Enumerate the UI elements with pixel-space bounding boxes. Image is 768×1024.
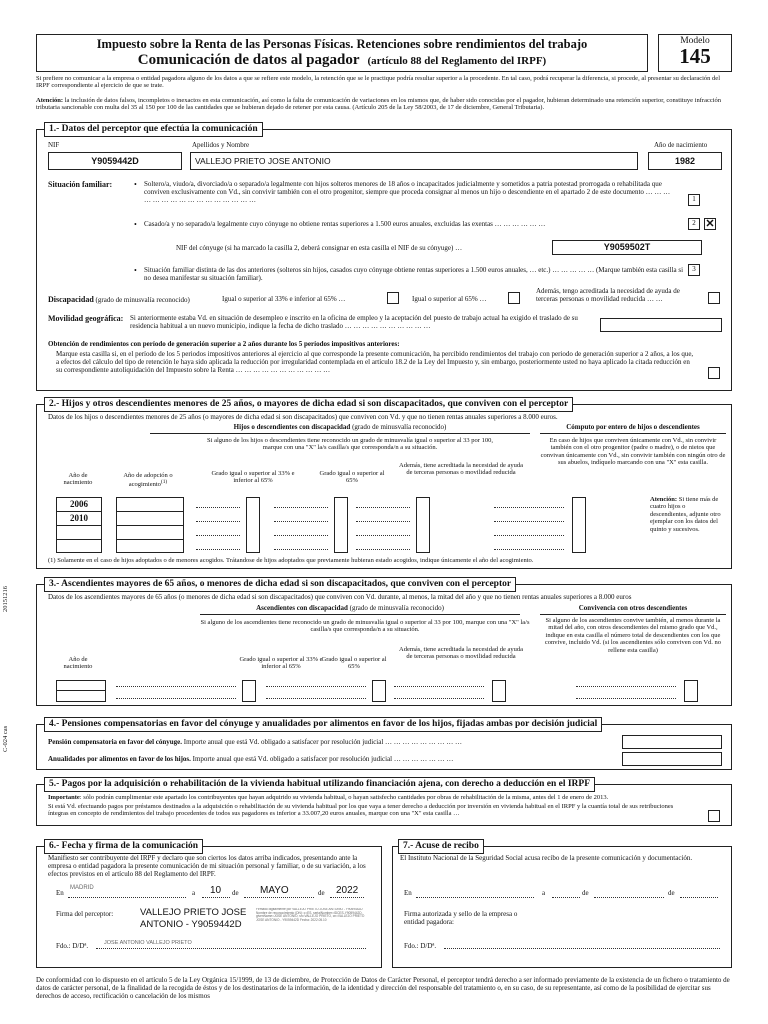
col-assistance: Además, tiene acreditada la necesidad de ayuda de terceras personas o movilidad reducida <box>399 462 523 477</box>
section-5-important <box>48 794 724 801</box>
name-label: Apellidos y Nombre <box>192 141 250 149</box>
receipt-day-line[interactable] <box>552 897 580 898</box>
child-computo-line-3 <box>494 535 564 536</box>
header-subtitle: Comunicación de datos al pagador <box>137 52 360 68</box>
family-option-2-checkbox[interactable] <box>704 218 716 230</box>
section-2-computo-subtext: En caso de hijos que conviven únicamente con Vd., sin convivir también con el otro progenitor (padre o madre), o de nietos que convivan únicamente con Vd., sin convivir también con ningún otro de sus abuelos, indíquelo marcando con una "X" esta casilla. <box>540 437 726 467</box>
family-option-2-number: 2 <box>692 219 696 227</box>
birth-year-field[interactable]: 1982 <box>648 152 722 170</box>
section-4-row-1-text: Importe anual que está Vd. obligado a satisfacer por resolución judicial … … … … … … … … … <box>182 738 463 746</box>
family-option-3-number: 3 <box>692 265 696 273</box>
col-adoption-year <box>112 472 184 489</box>
receipt-de-label-1: de <box>582 889 589 897</box>
disability-option-b-text: Igual o superior al 65% … <box>412 295 487 303</box>
child-grade-a-line-4 <box>196 549 240 550</box>
spouse-nif-field[interactable]: Y9059502T <box>552 240 702 255</box>
signature-name-line-2: ANTONIO - Y9059442D <box>140 919 242 930</box>
section-3-col-grade-65: Grado igual o superior al 65% <box>321 656 387 671</box>
child-grade-a-line-3 <box>196 535 240 536</box>
date-month-line <box>244 897 314 898</box>
disability-option-c-checkbox[interactable] <box>708 292 720 304</box>
col-grade-65: Grado igual o superior al 65% <box>319 470 385 485</box>
disability-option-a-text: Igual o superior al 33% e inferior al 65% … <box>222 295 346 303</box>
section-4-row-2-label: Anualidades por alimentos en favor de los hijos. <box>48 755 191 763</box>
date-year-value[interactable]: 2022 <box>336 885 359 896</box>
section-2-footnote: (1) Solamente en el caso de hijos adoptados o de menores acogidos. Trátandose de hijos adoptados que previamente hubieran estado acogidos, indique únicamente el año del acogimiento. <box>48 557 534 564</box>
children-adopt-line-2 <box>116 525 184 526</box>
section-2-computo-head: Cómputo por entero de hijos o descendientes <box>566 423 700 431</box>
date-year-line <box>330 897 364 898</box>
signer-fdo-label: Fdo.: D/Dª. <box>56 942 89 950</box>
family-option-3-checkbox[interactable] <box>688 264 700 276</box>
ascendant-grade-a-line-1 <box>116 686 236 687</box>
disability-label: Discapacidad <box>48 295 94 304</box>
mobility-date-field[interactable] <box>600 318 722 332</box>
ascendants-table <box>56 680 726 704</box>
ascendant-assist-line-1 <box>394 686 484 687</box>
col-adoption-footnote-ref: (1) <box>160 479 168 486</box>
bullet-3: • <box>134 266 137 275</box>
date-day-line <box>202 897 230 898</box>
family-situation-label: Situación familiar: <box>48 180 113 189</box>
section-3-disability-head-rule <box>200 614 520 615</box>
date-row <box>56 885 374 901</box>
section-3-col-grade-33-65: Grado igual o superior al 33% e inferior al 65% <box>239 656 323 671</box>
child-assist-line-2 <box>356 521 410 522</box>
section-1-title: 1.- Datos del perceptor que efectúa la comunicación <box>44 122 263 137</box>
mobility-text: Si anteriormente estaba Vd. en situación de desempleo e inscrito en la oficina de empleo y la aceptación del puesto de trabajo actual ha exigido el traslado de su residencia habitual a un nuevo municipio, indique la fecha de dicho traslado … … … … … … … … … … <box>130 314 578 331</box>
date-de-label-1: de <box>232 889 239 897</box>
disability-option-a-checkbox[interactable] <box>387 292 399 304</box>
modelo-number: 145 <box>679 44 711 68</box>
housing-deduction-checkbox[interactable] <box>708 810 720 822</box>
intro-attention-label: Atención: <box>36 97 64 104</box>
disability-option-c-text: Además, tengo acreditada la necesidad de ayuda de terceras personas o movilidad reducida … … <box>536 287 680 304</box>
section-3-convivencia-head: Convivencia con otros descendientes <box>578 604 688 612</box>
nif-label: NIF <box>48 141 60 149</box>
children-adopt-line-1 <box>116 511 184 512</box>
section-2-title: 2.- Hijos y otros descendientes menores de 25 años, o mayores de dicha edad si son discapacitados, que conviven con el perceptor <box>44 397 573 412</box>
child-computo-line-1 <box>494 507 564 508</box>
child-computo-box[interactable] <box>572 497 586 553</box>
receipt-date-row <box>404 885 724 901</box>
signature-label: Firma del perceptor: <box>56 910 114 918</box>
col-grade-33-65: Grado igual o superior al 33% e inferior al 65% <box>211 470 295 485</box>
section-2-computo-head-rule <box>540 433 726 434</box>
date-day-value[interactable]: 10 <box>210 885 222 896</box>
bullet-2: • <box>134 220 137 229</box>
receipt-de-label-2: de <box>668 889 675 897</box>
family-option-2-mark: ✕ <box>705 218 715 230</box>
family-option-2-text: Casado/a y no separado/a legalmente cuyo cónyuge no obtiene rentas superiores a 1.500 euros anuales, excluidas las exentas … … … … … … <box>144 220 546 228</box>
ascendant-conv-line-1 <box>576 686 676 687</box>
child-grade-b-line-1 <box>274 507 328 508</box>
ascendant-grade-b-box[interactable] <box>372 680 386 702</box>
receipt-signature-label: Firma autorizada y sello de la empresa o entidad pagadora: <box>404 910 518 927</box>
section-5-title: 5.- Pagos por la adquisición o rehabilitación de la vivienda habitual utilizando financiación ajena, con derecho a deducción en el IRPF <box>44 777 595 792</box>
mobility-label: Movilidad geográfica: <box>48 314 124 323</box>
child-grade-b-box[interactable] <box>334 497 348 553</box>
section-5-text: Si está Vd. efectuando pagos por préstamos destinados a la adquisición o rehabilitación de su vivienda habitual por los que vaya a tener derecho a deducción por inversión en vivienda habitual en el IRPF y la cuantía total de sus retribuciones íntegras en concepto de rendimientos del trabajo procedentes de todos sus pagadores es inferior a 33.007,20 euros anuales, marque con una "X" esta casilla … <box>48 803 674 818</box>
disability-option-b-checkbox[interactable] <box>508 292 520 304</box>
family-option-1-checkbox[interactable] <box>688 194 700 206</box>
children-row-line-1 <box>56 511 102 512</box>
child-computo-line-4 <box>494 549 564 550</box>
child-birth-year-2[interactable]: 2010 <box>70 513 88 523</box>
ascendant-conv-line-2 <box>576 698 676 699</box>
receipt-fdo-label: Fdo.: D/Dª. <box>404 942 437 950</box>
date-a-label: a <box>192 889 196 897</box>
family-option-1-text: Soltero/a, viudo/a, divorciado/a o separado/a legalmente con hijos solteros menores de 18 años o incapacitados judicialmente y sometidos a patria potestad prorrogada o rehabilitada que conviven exclusivamente con Vd., sin convivir también con el otro progenitor, siempre que proceda consignar al menos un hijo o descendiente en el apartado 2 de este documento … … … … … … … … … … … … … … … … <box>144 180 671 205</box>
disability-row <box>48 295 190 304</box>
child-grade-b-line-3 <box>274 535 328 536</box>
signature-name-line-1: VALLEJO PRIETO JOSE <box>140 907 247 918</box>
section-7-title: 7.- Acuse de recibo <box>398 839 484 854</box>
digital-signature[interactable] <box>140 908 370 938</box>
section-3-convivencia-head-rule <box>540 614 726 615</box>
ascendant-grade-a-box[interactable] <box>242 680 256 702</box>
header-title-line1: Impuesto sobre la Renta de las Personas Físicas. Retenciones sobre rendimientos del trabajo <box>96 37 588 51</box>
signature-details: Firmado digitalmente por VALLEJO PRIETO JOSE ANTONIO - Y9059442D Nombre de reconocimiento (DN): c=ES, serialNumber=IDCES-Y9059442D, givenName=JOSE ANTONIO, sn=VALLEJO PRIETO, cn=VALLEJO PRIETO JOSE ANTONIO - Y9059442D Fecha: 2022.05.10 <box>256 908 365 923</box>
section-3-col-birth: Año de nacimiento <box>63 656 93 671</box>
section-3-title: 3.- Ascendientes mayores de 65 años, o menores de dicha edad si son discapacitados, que conviven con el perceptor <box>44 577 516 592</box>
section-4-row-1 <box>48 738 618 746</box>
section-2-attention-text: Si tiene más de cuatro hijos o descendientes, adjunte otro ejemplar con los datos del quinto y sucesivos. <box>650 496 721 533</box>
ascendant-grade-b-line-2 <box>266 698 366 699</box>
side-code: 20151216 <box>2 586 9 612</box>
col-birth-year: Año de nacimiento <box>63 472 93 487</box>
irregular-income-text: Marque esta casilla si, en el período de los 5 periodos impositivos anteriores al ejercicio al que corresponde la presente comunicación, ha percibido rendimientos del trabajo con periodo de generación superior a 2 años, a los que, a efectos del cálculo del tipo de retención le haya sido aplicada la reducción por irregularidad contemplada en el artículo 18.2 de la Ley del Impuesto y, sin embargo, posteriormente usted no haya aplicado la citada reducción en su correspondiente autoliquidación del Impuesto sobre la Renta … … … … … … … … … … … <box>56 350 694 375</box>
spousal-pension-field[interactable] <box>622 735 722 749</box>
section-3-intro: Datos de los ascendientes mayores de 65 años (o menores de dicha edad si son discapacitados) que conviven con Vd. durante, al menos, la mitad del año y que no tienen rentas anuales superiores a 8.000 euros <box>48 593 632 601</box>
children-row-line-3 <box>56 539 102 540</box>
section-4-row-2-text: Importe anual que está Vd. obligado a satisfacer por resolución judicial … … … … … … … <box>190 755 454 763</box>
section-2-intro: Datos de los hijos o descendientes menores de 25 años (o mayores de dicha edad si son discapacitados) que conviven con Vd. y que no tienen rentas anuales superiores a 8.000 euros. <box>48 413 558 421</box>
section-2-disability-head-label: Hijos o descendientes con discapacidad <box>233 423 351 431</box>
children-row-line-2 <box>56 525 102 526</box>
section-2-disability-head-rule <box>150 433 530 434</box>
col-adoption-year-label: Año de adopción o acogimiento <box>123 472 173 489</box>
child-assist-line-1 <box>356 507 410 508</box>
date-place-line <box>68 897 186 898</box>
section-4-row-2 <box>48 755 618 763</box>
date-en-label: En <box>56 889 64 897</box>
intro-paragraph: Si prefiere no comunicar a la empresa o entidad pagadora alguno de los datos a que se refiere este modelo, la retención que se le practique podría resultar superior a la procedente. En tal caso, podrá recuperar la diferencia, si procede, al presentar su declaración del IRPF correspondiente al ejercicio de que se trate. <box>36 75 720 90</box>
spouse-nif-label: NIF del cónyuge (si ha marcado la casilla 2, deberá consignar en esta casilla el NIF de su cónyuge) … <box>176 244 463 252</box>
child-grade-a-line-2 <box>196 521 240 522</box>
child-computo-line-2 <box>494 521 564 522</box>
child-grade-b-line-2 <box>274 521 328 522</box>
family-option-1-number: 1 <box>692 195 696 203</box>
nif-field[interactable]: Y9059442D <box>48 152 182 170</box>
bullet-1: • <box>134 180 137 189</box>
intro-attention <box>36 97 732 112</box>
birth-year-label: Año de nacimiento <box>654 141 708 149</box>
intro-attention-text: la inclusión de datos falsos, incompletos o inexactos en esta comunicación, así como la falta de comunicación de variaciones en los mismos que, de haber sido conocidas por el pagador, hubieran determinado una retención superior, constituye infracción tributaria sancionable con multa del 35 al 150 por 100 de las cantidades que se hubieran dejado de retener por esta causa. (Artículo 205 de la Ley 58/2003, de 17 de diciembre, General Tributaria). <box>36 97 722 112</box>
irregular-income-checkbox[interactable] <box>708 367 720 379</box>
child-birth-year-1[interactable]: 2006 <box>70 499 88 509</box>
receipt-place-line[interactable] <box>416 897 534 898</box>
side-code-2: C-024 cas <box>2 725 9 752</box>
section-7 <box>392 846 732 968</box>
disability-note: (grado de minusvalía reconocido) <box>95 296 190 304</box>
section-3-disability-subtext: Si alguno de los ascendientes tiene reconocido un grado de minusvalía igual o superior al 33 por 100, marque con una "X" la/s casilla/s que corresponda/n a su situación. <box>200 619 530 634</box>
children-table <box>56 497 696 553</box>
ascendant-birth-col <box>56 680 106 702</box>
receipt-year-line[interactable] <box>680 897 718 898</box>
signer-fdo-line <box>96 948 366 949</box>
section-2-attention <box>650 496 724 533</box>
section-3-col-assistance: Además, tiene acreditada la necesidad de ayuda de terceras personas o movilidad reducida <box>399 646 523 661</box>
receipt-a-label: a <box>542 889 546 897</box>
child-grade-a-line-1 <box>196 507 240 508</box>
irregular-income-title: Obtención de rendimientos con período de generación superior a 2 años durante los 5 períodos impositivos anteriores: <box>48 340 400 348</box>
ascendant-birth-row-line <box>56 690 106 691</box>
section-7-text: El Instituto Nacional de la Seguridad Social acusa recibo de la presente comunicación y documentación. <box>400 854 693 862</box>
section-2-disability-subtext: Si alguno de los hijos o descendientes tiene reconocido un grado de minusvalía igual o superior al 33 por 100, marque con una "X" la/s casilla/s que corresponda/n a su situación. <box>207 437 493 452</box>
receipt-month-line[interactable] <box>594 897 664 898</box>
section-6-title: 6.- Fecha y firma de la comunicación <box>44 839 203 854</box>
signer-fdo-name[interactable]: JOSE ANTONIO VALLEJO PRIETO <box>104 940 192 946</box>
child-grade-a-box[interactable] <box>246 497 260 553</box>
date-place-value[interactable]: MADRID <box>70 885 94 891</box>
section-3-disability-head <box>200 604 500 612</box>
child-assist-line-4 <box>356 549 410 550</box>
section-6-text: Manifiesto ser contribuyente del IRPF y declaro que son ciertos los datos arriba indicados, presentando ante la empresa o entidad pagadora la presente comunicación de mi situación personal y familiar, o de su variación, a los efectos previstos en el artículo 88 del Reglamento del IRPF. <box>48 854 366 879</box>
header-title-line2 <box>36 52 648 69</box>
family-option-3-text: Situación familiar distinta de las dos anteriores (solteros sin hijos, casados cuyo cónyuge obtiene rentas superiores a 1.500 euros anuales, … etc.) … … … … … (Marque también esta casilla si no desea manifestar su situación familiar). <box>144 266 684 283</box>
footer-legal-text: De conformidad con lo dispuesto en el artículo 5 de la Ley Orgánica 15/1999, de 13 de diciembre, de Protección de Datos de Carácter Personal, el perceptor tendrá derecho a ser informado previamente de la existencia de un fichero o tratamiento de datos de carácter personal, de la finalidad de la recogida de éstos y de los destinatarios de la información, de la identidad y dirección del responsable del tratamiento o, en su caso, de su representante, así como de la posibilidad de ejercitar sus derechos de acceso, rectificación o cancelación de los mismos <box>36 976 730 1001</box>
family-option-2-number-box <box>688 218 700 230</box>
modelo-label: Modelo <box>680 36 710 46</box>
section-5-important-text: : sólo podrán cumplimentar este apartado los contribuyentes que hayan adquirido su vivienda habitual, o hayan satisfecho cantidades por obras de rehabilitación de la misma, antes del 1 de enero de 2013. <box>79 794 609 801</box>
section-2-attention-label: Atención: <box>650 496 678 503</box>
ascendant-grade-a-line-2 <box>116 698 236 699</box>
ascendant-conv-box[interactable] <box>684 680 698 702</box>
section-4-title: 4.- Pensiones compensatorias en favor del cónyuge y anualidades por alimentos en favor de los hijos, fijadas ambas por decisión judicial <box>44 717 602 732</box>
child-assist-line-3 <box>356 535 410 536</box>
receipt-fdo-line[interactable] <box>444 948 720 949</box>
date-month-value[interactable]: MAYO <box>260 885 289 896</box>
children-adopt-line-3 <box>116 539 184 540</box>
name-field[interactable]: VALLEJO PRIETO JOSE ANTONIO <box>190 152 638 170</box>
section-5-important-label: Importante <box>48 794 80 801</box>
ascendant-grade-b-line-1 <box>266 686 366 687</box>
section-3-disability-head-label: Ascendientes con discapacidad <box>256 604 348 612</box>
child-alimony-field[interactable] <box>622 752 722 766</box>
section-4-row-1-label: Pensión compensatoria en favor del cónyuge. <box>48 738 183 746</box>
section-3-disability-head-note: (grado de minusvalía reconocido) <box>349 604 444 612</box>
section-2-disability-head <box>150 423 530 431</box>
ascendant-assist-line-2 <box>394 698 484 699</box>
receipt-en-label: En <box>404 889 412 897</box>
child-assist-box[interactable] <box>416 497 430 553</box>
child-grade-b-line-4 <box>274 549 328 550</box>
section-2-disability-head-note: (grado de minusvalía reconocido) <box>352 423 447 431</box>
date-de-label-2: de <box>318 889 325 897</box>
section-3-convivencia-subtext: Si alguno de los ascendientes convive también, al menos durante la mitad del año, con otros descendientes del mismo grado que Vd., indique en esta casilla el número total de descendientes con los que convive, incluido Vd. (si los ascendientes sólo conviven con Vd. no rellene esta casilla) <box>544 617 722 654</box>
ascendant-assist-box[interactable] <box>492 680 506 702</box>
header-subtitle-note: (artículo 88 del Reglamento del IRPF) <box>367 55 547 67</box>
